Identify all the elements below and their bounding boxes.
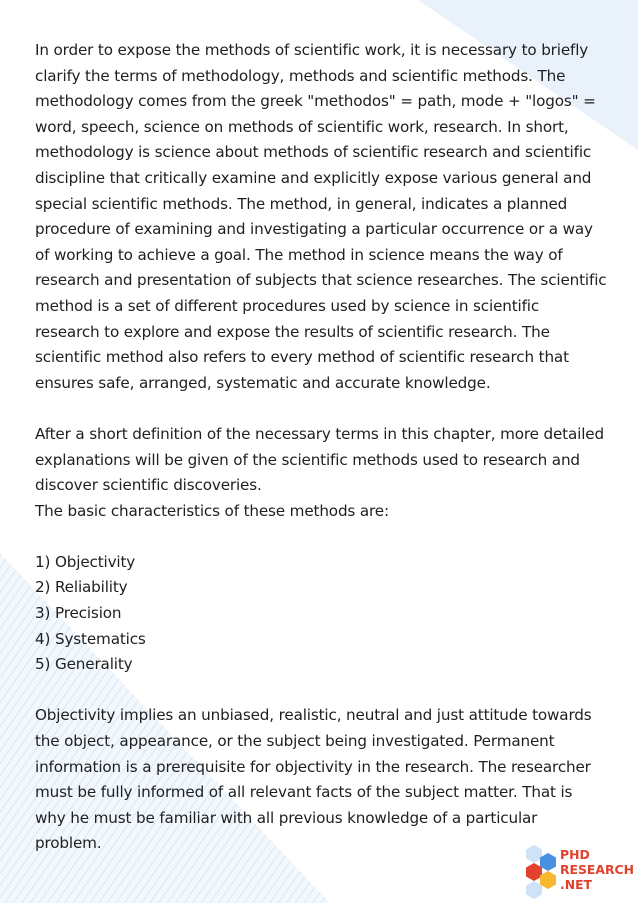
phd-research-logo[interactable] — [522, 843, 634, 899]
paragraph-characteristics-intro: The basic characteristics of these methods are: — [35, 501, 389, 520]
list-item: 3) Precision — [35, 604, 122, 623]
paragraph-spacer — [35, 678, 607, 704]
paragraph-spacer — [35, 524, 607, 550]
hexagon-cluster-icon — [522, 843, 560, 899]
document-body — [35, 38, 607, 857]
logo-line-phd: PHD — [560, 847, 590, 862]
paragraph-objectivity: Objectivity implies an unbiased, realistic, neutral and just attitude towards the object, appearance, or the subject being investigated. Permanent information is a prerequisite for objectivity in the research. The researcher must be fully informed of all relevant facts of the subject matter. That is why he must be familiar with all previous knowledge of a particular problem. — [35, 706, 592, 853]
list-item: 1) Objectivity — [35, 552, 136, 571]
list-item: 5) Generality — [35, 655, 133, 674]
paragraph-spacer — [35, 396, 607, 422]
logo-line-research: RESEARCH — [560, 862, 634, 877]
logo-line-net: .NET — [560, 877, 592, 892]
logo-wordmark — [560, 847, 634, 892]
list-item: 2) Reliability — [35, 578, 128, 597]
characteristics-list — [35, 550, 607, 678]
list-item: 4) Systematics — [35, 629, 146, 648]
paragraph-methodology: In order to expose the methods of scientific work, it is necessary to briefly clarify the terms of methodology, methods and scientific methods. The methodology comes from the greek "methodos" = path, mode + "logos" = word, speech, science on methods of scientific work, research. In short, methodology is science about methods of scientific research and scientific discipline that critically examine and explicitly expose various general and special scientific methods. The method, in general, indicates a planned procedure of examining and investigating a particular occurrence or a way of working to achieve a goal. The method in science means the way of research and presentation of subjects that science researches. The scientific method is a set of different procedures used by science in scientific research to explore and expose the results of scientific research. The scientific method also refers to every method of scientific research that ensures safe, arranged, systematic and accurate knowledge. — [35, 41, 607, 392]
paragraph-introduction: After a short definition of the necessary terms in this chapter, more detailed explanations will be given of the scientific methods used to research and discover scientific discoveries. — [35, 424, 604, 495]
